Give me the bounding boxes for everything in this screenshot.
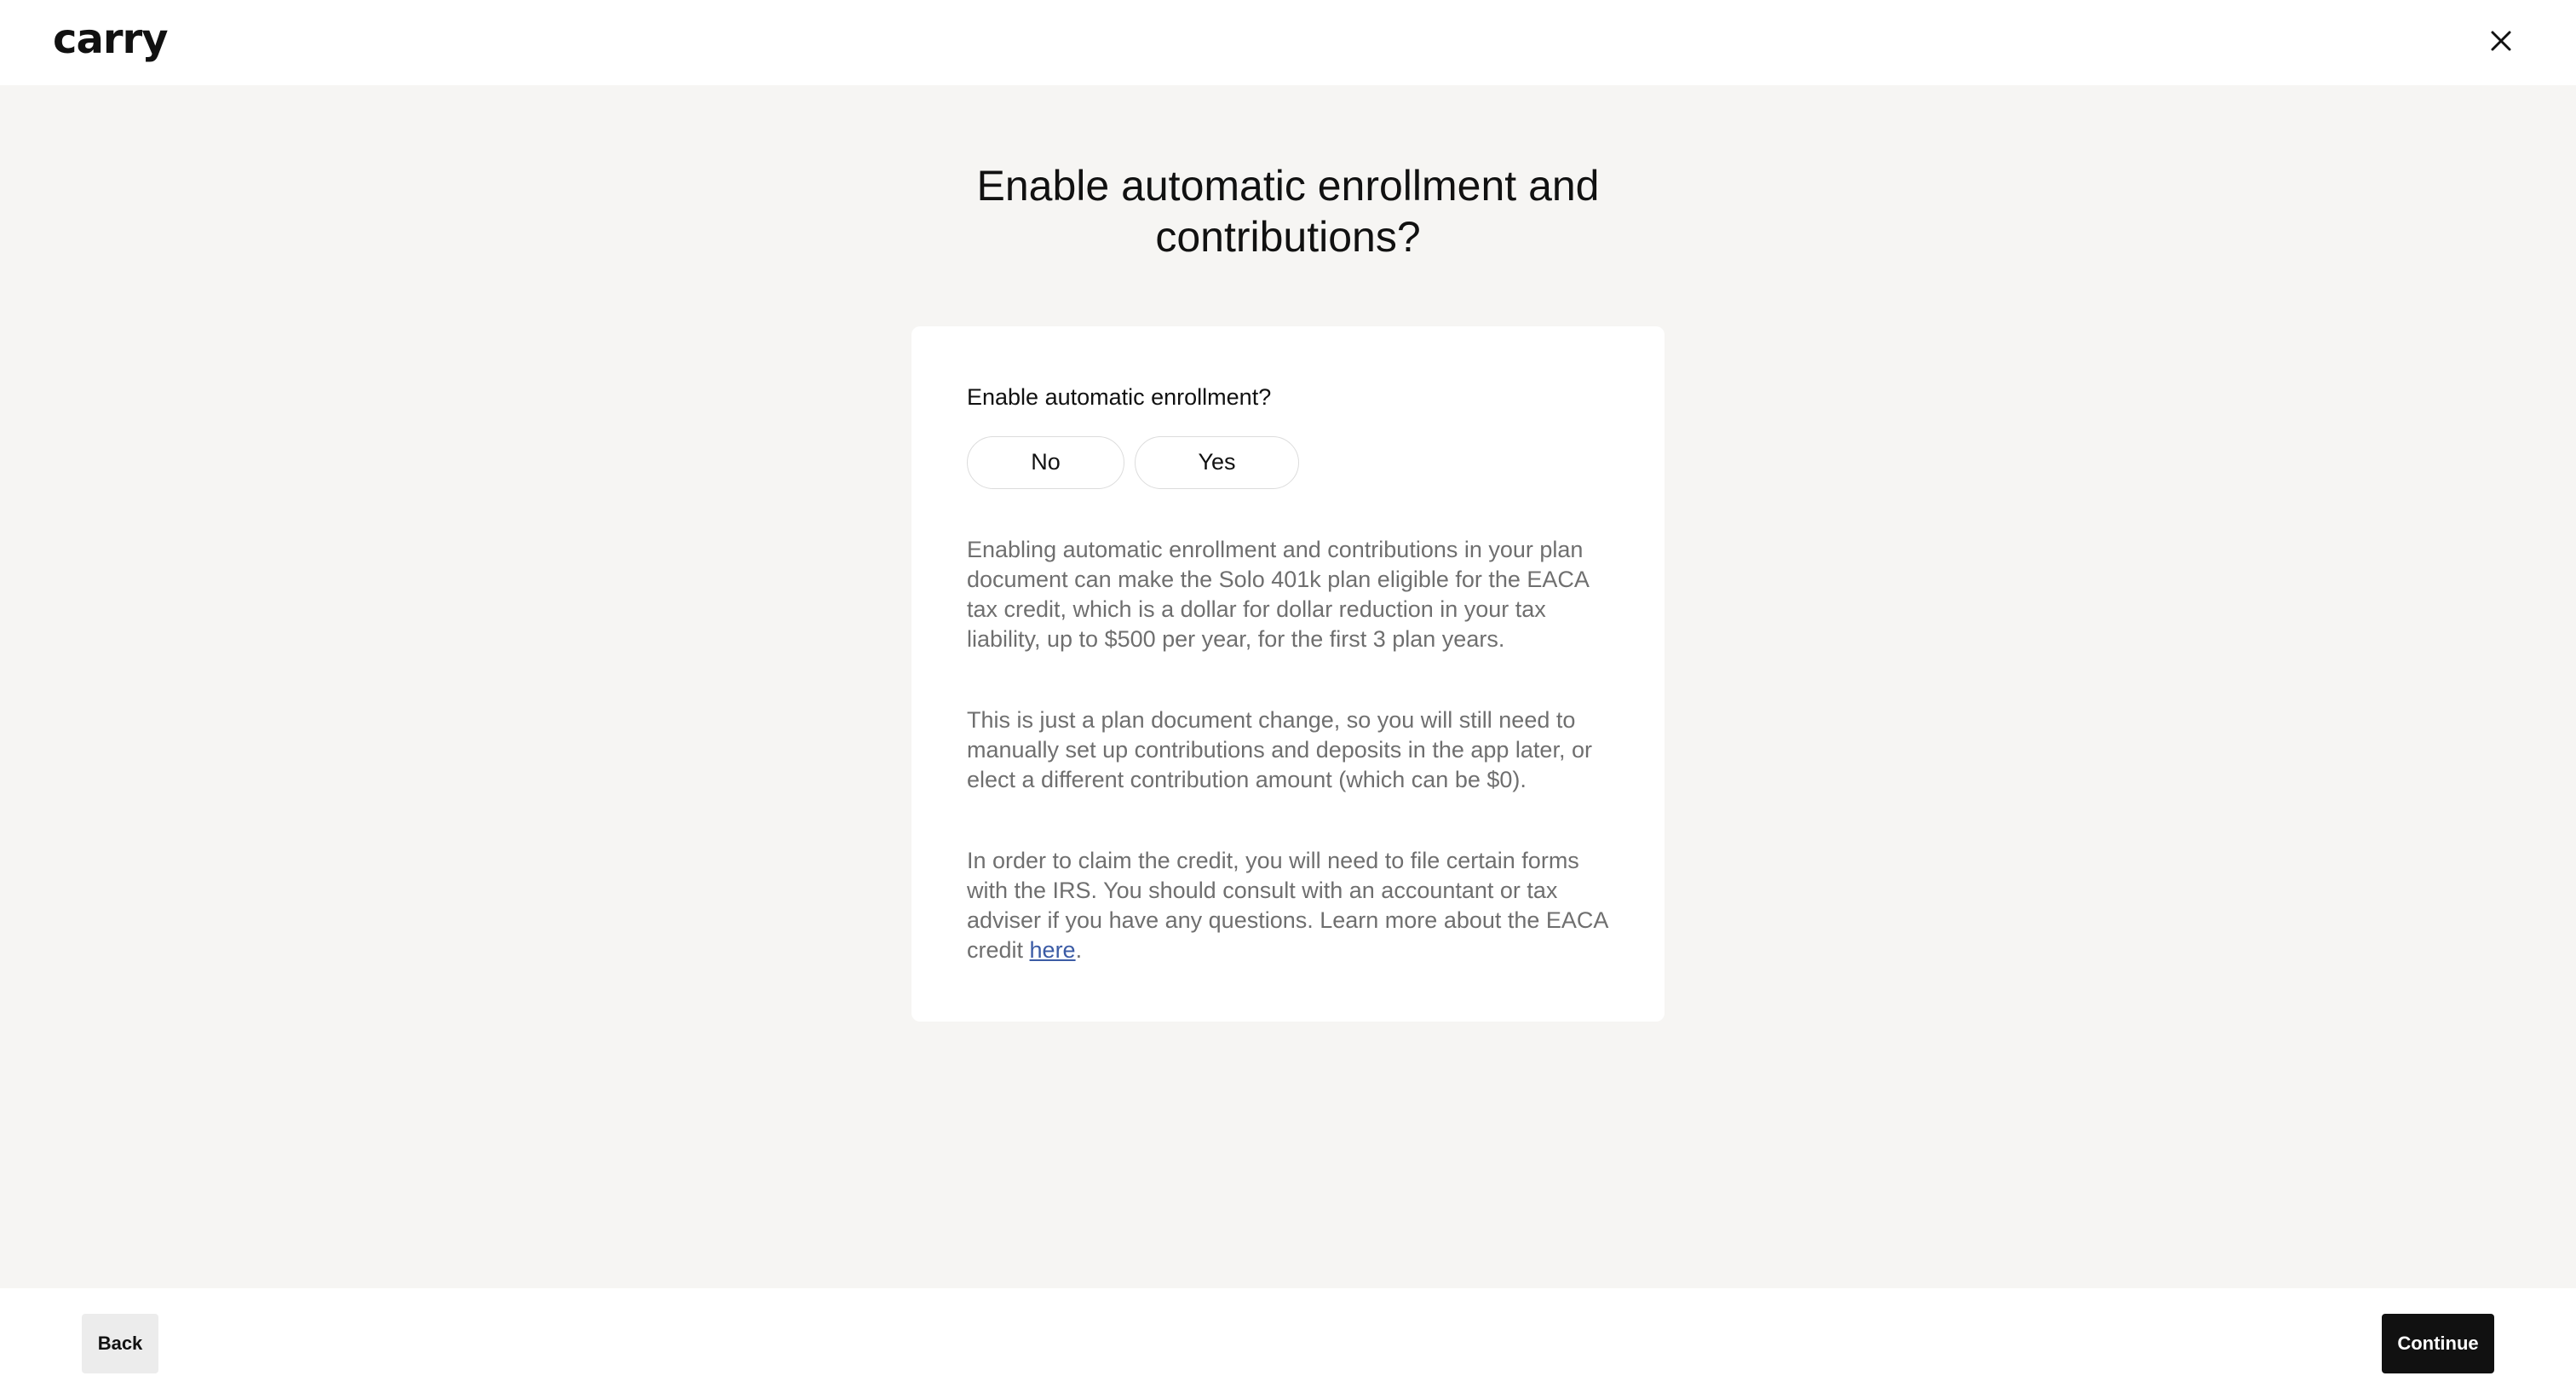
info-paragraph-plan-change: This is just a plan document change, so you will still need to manually set up contributions and deposits in the app later, or elect a different contribution amount (which can be $0).: [967, 707, 1592, 792]
claim-credit-text: In order to claim the credit, you will need to file certain forms with the IRS. You should consult with an accountant or tax adviser if you have any questions. Learn more about the EACA credit: [967, 848, 1607, 963]
option-no-button[interactable]: No: [967, 436, 1124, 489]
bottom-bar: [0, 1288, 2576, 1399]
enrollment-card: [911, 326, 1665, 1022]
back-button[interactable]: Back: [82, 1314, 158, 1373]
top-bar: [0, 0, 2576, 85]
auto-enrollment-question: Enable automatic enrollment?: [967, 384, 1272, 410]
info-paragraph-eaca: Enabling automatic enrollment and contributions in your plan document can make the Solo 401k plan eligible for the EACA tax credit, which is a dollar for dollar reduction in your tax liability, up to $500 per year, for the first 3 plan years.: [967, 537, 1589, 652]
option-yes-button[interactable]: Yes: [1135, 436, 1299, 489]
claim-credit-period: .: [1075, 937, 1083, 963]
continue-button[interactable]: Continue: [2382, 1314, 2494, 1373]
learn-more-link[interactable]: here: [1029, 937, 1076, 963]
info-paragraph-claim-credit: [967, 846, 1614, 965]
close-icon: [2482, 22, 2520, 60]
close-button[interactable]: [2482, 22, 2520, 60]
carry-logo[interactable]: carry: [53, 15, 168, 63]
page-title: Enable automatic enrollment and contributions?: [976, 162, 1600, 261]
